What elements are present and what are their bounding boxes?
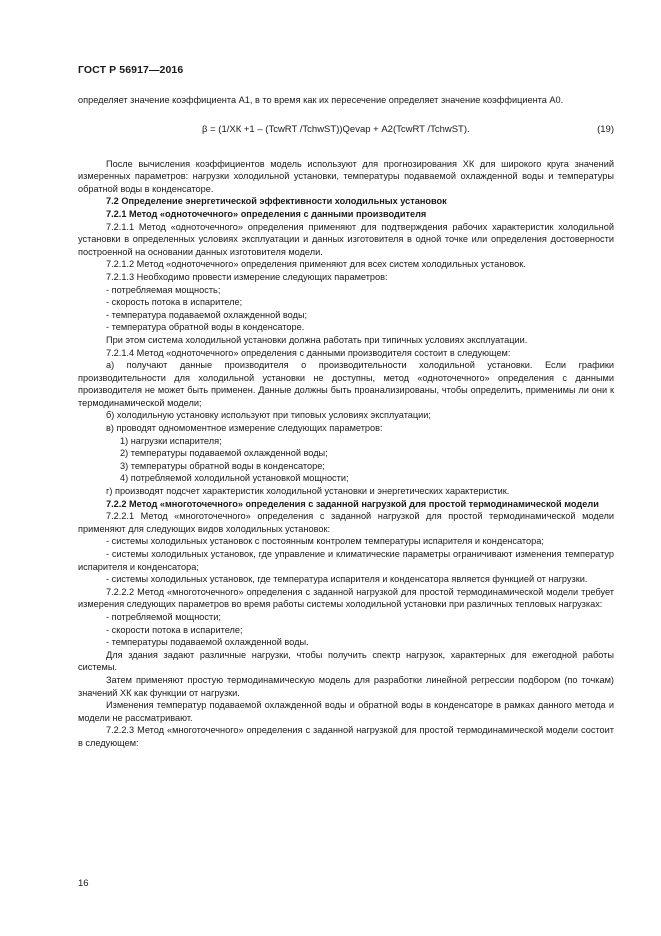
list-item: 2) температуры подаваемой охлажденной воды;: [120, 448, 328, 459]
paragraph: - системы холодильных установок с постоянным контролем температуры испарителя и конденсатора;: [106, 536, 544, 547]
list-item: - скорость потока в испарителе;: [106, 297, 243, 308]
list-item: - скорости потока в испарителе;: [106, 624, 243, 635]
paragraph-continuation: определяет значение коэффициента А1, в то время как их пересечение определяет значение коэффициента А0.: [78, 95, 564, 105]
page-content: [78, 94, 614, 750]
section-heading: 7.2 Определение энергетической эффективности холодильных установок: [106, 196, 447, 207]
paragraph: а) получают данные производителя о производительности холодильной установки. Если графики производительности для холодильной установки не доступны, метод «одноточечного» определения с данными производителя не может быть применен. Данные должны быть проанализированы, чтобы определить, применимы ли они к термодинамической модели;: [78, 360, 614, 408]
paragraph: 7.2.2.1 Метод «многоточечного» определения с заданной нагрузкой для простой термодинамической модели применяют для следующих видов холодильных установок:: [78, 511, 614, 534]
formula-number: (19): [597, 124, 614, 136]
list-item: 3) температуры обратной воды в конденсаторе;: [120, 460, 325, 471]
paragraph: Для здания задают различные нагрузки, чтобы получить спектр нагрузок, характерных для ежегодной работы системы.: [78, 649, 614, 673]
list-item: - потребляемая мощность;: [106, 284, 221, 295]
paragraph: - системы холодильных установок, где температура испарителя и конденсатора является функцией от нагрузки.: [106, 574, 588, 585]
list-item: - температуры подаваемой охлажденной воды.: [106, 637, 309, 648]
list-item: 1) нагрузки испарителя;: [120, 435, 222, 446]
paragraph: После вычисления коэффициентов модель используют для прогнозирования ХК для широкого круга значений измеренных параметров: нагрузки холодильной установки, температуры подаваемой охлажденной воды и температуры обратной воды в конденсаторе.: [78, 158, 614, 194]
document-header: ГОСТ Р 56917—2016: [78, 64, 184, 76]
formula-expression: β = (1/ХК +1 – (TcwRT /TchwST))Qevap + А2(TcwRT /TchwST).: [202, 124, 470, 136]
paragraph: 7.2.2.2 Метод «многоточечного» определения с заданной нагрузкой для простой термодинамической модели требует измерения следующих параметров во время работы системы холодильной установки при различных тепловых нагрузках:: [78, 586, 614, 610]
page-number: 16: [78, 878, 89, 889]
list-item: - температура подаваемой охлажденной воды;: [106, 309, 308, 320]
paragraph: При этом система холодильной установки должна работать при типичных условиях эксплуатации.: [106, 334, 528, 345]
paragraph: - системы холодильных установок, где управление и климатические параметры ограничивают изменения температур испарителя и конденсатора;: [78, 549, 614, 572]
list-item: - температура обратной воды в конденсаторе.: [106, 322, 305, 333]
list-item: - потребляемой мощности;: [106, 611, 221, 622]
list-item: 4) потребляемой холодильной установкой мощности;: [120, 473, 349, 484]
paragraph: Изменения температур подаваемой охлажденной воды и обратной воды в конденсаторе в рамках данного метода и модели не рассматривают.: [78, 700, 614, 723]
paragraph: 7.2.1.1 Метод «одноточечного» определения применяют для подтверждения рабочих характеристик холодильной установки в определенных условиях эксплуатации и данных изготовителя в одной точке или определения достоверности построенной на основании данных изготовителя модели.: [78, 221, 614, 257]
paragraph: Затем применяют простую термодинамическую модель для разработки линейной регрессии подбором (по точкам) значений ХК как функции от нагрузки.: [78, 674, 614, 698]
paragraph: г) производят подсчет характеристик холодильной установки и энергетических характеристик.: [106, 486, 510, 497]
section-heading: 7.2.2 Метод «многоточечного» определения с заданной нагрузкой для простой термодинамической модели: [106, 498, 599, 509]
body-text: [78, 158, 614, 750]
paragraph: 7.2.2.3 Метод «многоточечного» определения с заданной нагрузкой для простой термодинамической модели состоит в следующем:: [78, 725, 614, 748]
paragraph: б) холодильную установку используют при типовых условиях эксплуатации;: [106, 410, 431, 421]
section-heading: 7.2.1 Метод «одноточечного» определения с данными производителя: [106, 208, 427, 219]
paragraph: 7.2.1.4 Метод «одноточечного» определения с данными производителя состоит в следующем:: [106, 347, 511, 358]
paragraph: 7.2.1.2 Метод «одноточечного» определения применяют для всех систем холодильных установок.: [106, 259, 526, 270]
formula-19: [78, 124, 614, 138]
paragraph: в) проводят одномоментное измерение следующих параметров:: [106, 423, 383, 434]
paragraph: 7.2.1.3 Необходимо провести измерение следующих параметров:: [106, 271, 388, 282]
